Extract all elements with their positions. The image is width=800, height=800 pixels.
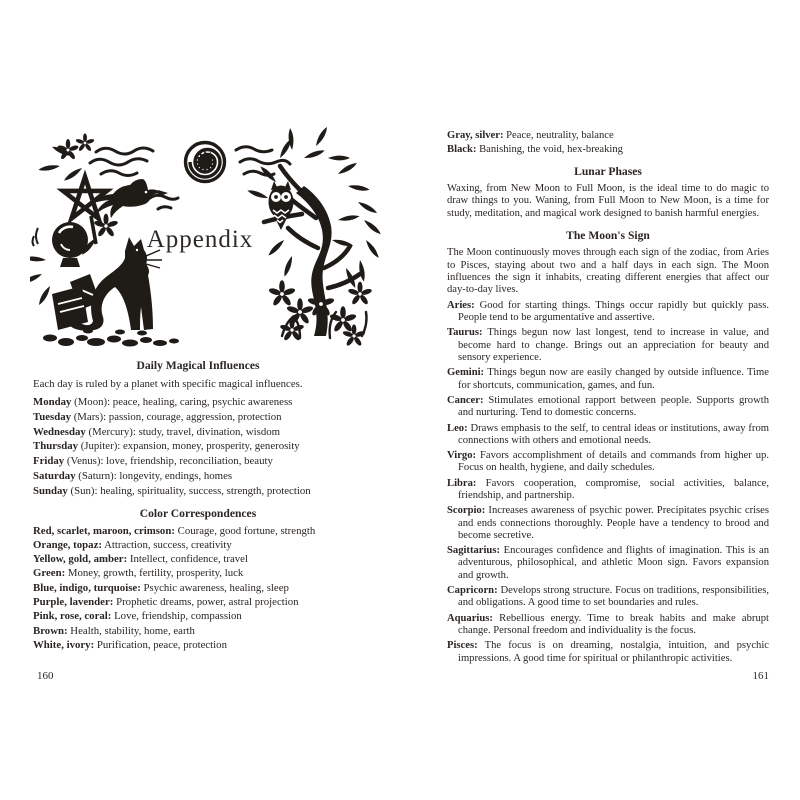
zodiac-entry: Taurus: Things begun now last longest, tend to increase in value, and become hard to change. Brings out an appreciation for beauty and sensory experience.	[447, 327, 769, 364]
color-entry: Gray, silver: Peace, neutrality, balance	[447, 130, 614, 141]
daily-influences-intro: Each day is ruled by a planet with specific magical influences.	[33, 378, 303, 390]
color-entry: White, ivory: Purification, peace, protection	[33, 638, 227, 651]
woodcut-arch	[30, 98, 390, 348]
owl-icon	[269, 181, 294, 230]
day-entry: Tuesday (Mars): passion, courage, aggression, protection	[33, 410, 282, 423]
color-entry: Brown: Health, stability, home, earth	[33, 624, 195, 637]
color-correspondences-list	[33, 524, 363, 653]
lunar-phases-paragraph: Waxing, from New Moon to Full Moon, is the ideal time to do magic to draw things to you. Waning, from Full Moon to New Moon, is a time for study, meditation, and magical work designed to banish harmful energies.	[447, 183, 769, 219]
zodiac-entry: Aries: Good for starting things. Things occur rapidly but quickly pass. People tend to be argumentative and assertive.	[447, 299, 769, 324]
zodiac-entry: Gemini: Things begun now are easily changed by outside influence. Time for shortcuts, communication, games, and fun.	[447, 367, 769, 391]
page-left	[33, 98, 363, 652]
zodiac-entry: Aquarius: Rebellious energy. Time to break habits and make abrupt change. Personal freedom and individuality is the focus.	[447, 612, 769, 636]
daily-influences-heading: Daily Magical Influences	[136, 359, 260, 372]
color-correspondences-heading: Color Correspondences	[139, 506, 257, 520]
lunar-phases-heading: Lunar Phases	[574, 165, 642, 178]
day-entry: Thursday (Jupiter): expansion, money, prosperity, generosity	[33, 440, 300, 453]
color-entry: Red, scarlet, maroon, crimson: Courage, good fortune, strength	[33, 524, 316, 537]
color-entry: Blue, indigo, turquoise: Psychic awareness, healing, sleep	[33, 581, 289, 594]
day-entry: Saturday (Saturn): longevity, endings, homes	[33, 469, 233, 482]
pebbles-icon	[43, 329, 179, 347]
color-entry: Pink, rose, coral: Love, friendship, compassion	[33, 610, 242, 623]
day-entry: Friday (Venus): love, friendship, reconciliation, beauty	[33, 455, 273, 468]
zodiac-entry: Libra: Favors cooperation, compromise, social activities, balance, friendship, and partnership.	[447, 477, 769, 501]
zodiac-entry: Pisces: The focus is on dreaming, nostalgia, intuition, and psychic impressions. A good time for spiritual or philanthropic activities.	[447, 640, 769, 664]
zodiac-entry: Scorpio: Increases awareness of psychic power. Precipitates psychic crises and ends connections thoroughly. People have a tendency to brood and become secretive.	[447, 505, 769, 541]
day-entry: Wednesday (Mercury): study, travel, divination, wisdom	[33, 425, 281, 438]
day-entry: Monday (Moon): peace, healing, caring, psychic awareness	[33, 396, 293, 408]
zodiac-entry: Capricorn: Develops strong structure. Focus on traditions, responsibilities, and obligations. A good time to set boundaries and rules.	[447, 585, 769, 609]
color-entry: Yellow, gold, amber: Intellect, confidence, travel	[33, 553, 248, 566]
color-entry: Purple, lavender: Prophetic dreams, power, astral projection	[33, 596, 299, 609]
zodiac-entry: Sagittarius: Encourages confidence and flights of imagination. This is an adventurous, philosophical, and athletic Moon sign. Favors expansion and growth.	[447, 545, 769, 581]
appendix-illustration	[30, 98, 390, 348]
moons-sign-heading: The Moon's Sign	[566, 229, 650, 243]
daily-influences-list	[33, 395, 363, 499]
moons-sign-paragraph: The Moon continuously moves through each sign of the zodiac, from Aries to Pisces, staying about two and a half days in each sign. The Moon influences the sign it inhabits, creating different energies that affect our day-to-day lives.	[447, 247, 769, 296]
spiral-sun-icon	[186, 143, 225, 182]
appendix-title: Appendix	[146, 226, 254, 253]
color-entry: Black: Banishing, the void, hex-breaking	[447, 143, 623, 155]
color-entry: Green: Money, growth, fertility, prosperity, luck	[33, 567, 244, 580]
zodiac-list	[447, 300, 769, 665]
zodiac-entry: Virgo: Favors accomplishment of details and commands from higher up. Focus on health, hygiene, and daily schedules.	[447, 450, 769, 474]
page-number-right: 161	[752, 670, 769, 682]
page-right	[447, 129, 769, 668]
color-entry: Orange, topaz: Attraction, success, creativity	[33, 538, 232, 551]
zodiac-entry: Leo: Draws emphasis to the self, to central ideas or institutions, away from connections with others and emotional needs.	[447, 422, 769, 446]
zodiac-entry: Cancer: Stimulates emotional rapport between people. Supports growth and nurturing. Tend to domestic concerns.	[447, 394, 769, 419]
color-correspondences-continued	[447, 129, 769, 156]
page-number-left: 160	[37, 670, 54, 682]
day-entry: Sunday (Sun): healing, spirituality, success, strength, protection	[33, 484, 311, 497]
